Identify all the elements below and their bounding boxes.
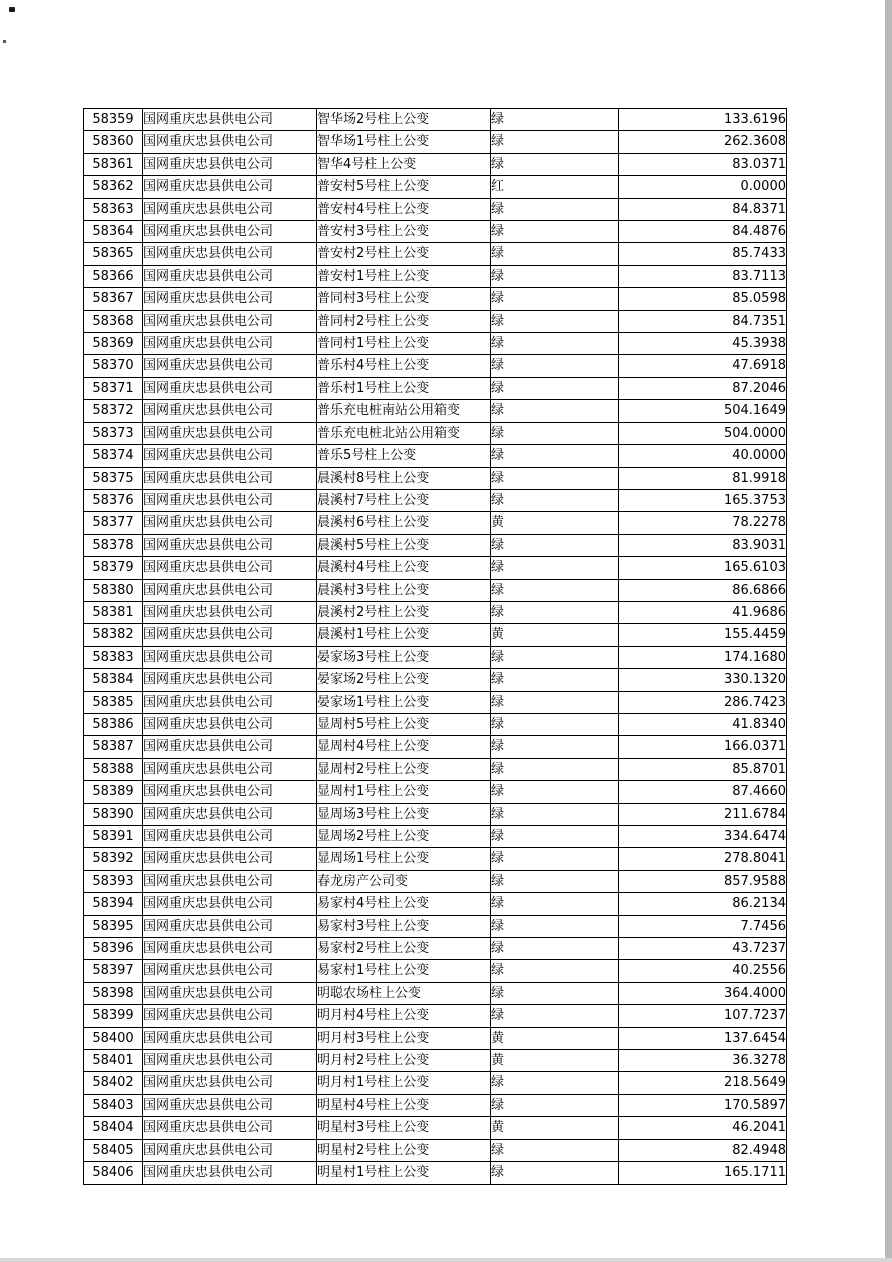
cell-status: 黄 [491, 624, 619, 646]
cell-id: 58401 [84, 1050, 143, 1072]
cell-id: 58365 [84, 243, 143, 265]
table-row [84, 624, 787, 646]
cell-name: 普乐村4号柱上公变 [317, 355, 491, 377]
table-row [84, 960, 787, 982]
scan-artifact-mark [3, 40, 6, 43]
cell-value: 78.2278 [619, 512, 787, 534]
cell-status: 绿 [491, 198, 619, 220]
transformer-load-table [83, 108, 787, 1185]
cell-name: 显周村5号柱上公变 [317, 713, 491, 735]
table-row [84, 646, 787, 668]
cell-value: 174.1680 [619, 646, 787, 668]
cell-id: 58382 [84, 624, 143, 646]
cell-id: 58403 [84, 1094, 143, 1116]
cell-name: 明星村2号柱上公变 [317, 1139, 491, 1161]
cell-value: 36.3278 [619, 1050, 787, 1072]
cell-status: 黄 [491, 1027, 619, 1049]
cell-company: 国网重庆忠县供电公司 [143, 310, 317, 332]
cell-id: 58385 [84, 691, 143, 713]
cell-name: 易家村2号柱上公变 [317, 938, 491, 960]
table-row [84, 534, 787, 556]
cell-id: 58402 [84, 1072, 143, 1094]
cell-name: 易家村4号柱上公变 [317, 893, 491, 915]
cell-company: 国网重庆忠县供电公司 [143, 176, 317, 198]
cell-value: 85.0598 [619, 288, 787, 310]
cell-value: 40.0000 [619, 445, 787, 467]
cell-name: 晨溪村3号柱上公变 [317, 579, 491, 601]
cell-id: 58383 [84, 646, 143, 668]
cell-id: 58397 [84, 960, 143, 982]
cell-value: 47.6918 [619, 355, 787, 377]
cell-name: 普同村2号柱上公变 [317, 310, 491, 332]
cell-value: 165.3753 [619, 489, 787, 511]
cell-value: 286.7423 [619, 691, 787, 713]
cell-status: 绿 [491, 153, 619, 175]
cell-company: 国网重庆忠县供电公司 [143, 1050, 317, 1072]
cell-status: 绿 [491, 445, 619, 467]
cell-name: 普同村3号柱上公变 [317, 288, 491, 310]
cell-status: 绿 [491, 310, 619, 332]
cell-value: 155.4459 [619, 624, 787, 646]
cell-id: 58392 [84, 848, 143, 870]
table-row [84, 938, 787, 960]
cell-value: 504.0000 [619, 422, 787, 444]
cell-status: 绿 [491, 1005, 619, 1027]
cell-name: 显周场1号柱上公变 [317, 848, 491, 870]
table-row [84, 243, 787, 265]
cell-company: 国网重庆忠县供电公司 [143, 198, 317, 220]
cell-name: 普乐5号柱上公变 [317, 445, 491, 467]
table-row [84, 1027, 787, 1049]
cell-name: 普安村3号柱上公变 [317, 221, 491, 243]
cell-name: 晨溪村6号柱上公变 [317, 512, 491, 534]
cell-company: 国网重庆忠县供电公司 [143, 893, 317, 915]
cell-value: 86.2134 [619, 893, 787, 915]
table-row [84, 176, 787, 198]
table-body [84, 109, 787, 1185]
cell-status: 绿 [491, 1072, 619, 1094]
cell-id: 58384 [84, 669, 143, 691]
cell-name: 明月村3号柱上公变 [317, 1027, 491, 1049]
table-row [84, 512, 787, 534]
cell-value: 84.7351 [619, 310, 787, 332]
cell-value: 87.4660 [619, 781, 787, 803]
cell-status: 黄 [491, 512, 619, 534]
cell-status: 绿 [491, 938, 619, 960]
cell-company: 国网重庆忠县供电公司 [143, 1094, 317, 1116]
cell-name: 明星村4号柱上公变 [317, 1094, 491, 1116]
cell-company: 国网重庆忠县供电公司 [143, 713, 317, 735]
cell-value: 0.0000 [619, 176, 787, 198]
cell-company: 国网重庆忠县供电公司 [143, 781, 317, 803]
cell-status: 绿 [491, 333, 619, 355]
cell-status: 绿 [491, 557, 619, 579]
cell-name: 显周村4号柱上公变 [317, 736, 491, 758]
cell-id: 58396 [84, 938, 143, 960]
cell-id: 58406 [84, 1162, 143, 1184]
table-row [84, 310, 787, 332]
cell-company: 国网重庆忠县供电公司 [143, 669, 317, 691]
cell-company: 国网重庆忠县供电公司 [143, 1005, 317, 1027]
cell-company: 国网重庆忠县供电公司 [143, 512, 317, 534]
table-row [84, 1117, 787, 1139]
table-row [84, 1005, 787, 1027]
cell-company: 国网重庆忠县供电公司 [143, 960, 317, 982]
cell-id: 58387 [84, 736, 143, 758]
cell-status: 绿 [491, 265, 619, 287]
scan-artifact-mark [9, 7, 15, 12]
cell-status: 绿 [491, 803, 619, 825]
cell-id: 58394 [84, 893, 143, 915]
cell-status: 绿 [491, 758, 619, 780]
table-row [84, 601, 787, 623]
cell-status: 绿 [491, 601, 619, 623]
cell-company: 国网重庆忠县供电公司 [143, 601, 317, 623]
table-row [84, 400, 787, 422]
cell-id: 58391 [84, 826, 143, 848]
cell-id: 58398 [84, 982, 143, 1004]
cell-value: 857.9588 [619, 870, 787, 892]
cell-id: 58361 [84, 153, 143, 175]
cell-company: 国网重庆忠县供电公司 [143, 870, 317, 892]
cell-name: 普安村2号柱上公变 [317, 243, 491, 265]
cell-value: 504.1649 [619, 400, 787, 422]
cell-company: 国网重庆忠县供电公司 [143, 579, 317, 601]
cell-company: 国网重庆忠县供电公司 [143, 736, 317, 758]
cell-value: 86.6866 [619, 579, 787, 601]
table-row [84, 467, 787, 489]
table-row [84, 1072, 787, 1094]
cell-value: 40.2556 [619, 960, 787, 982]
cell-status: 绿 [491, 982, 619, 1004]
cell-name: 明月村1号柱上公变 [317, 1072, 491, 1094]
table-row [84, 1139, 787, 1161]
cell-name: 显周场3号柱上公变 [317, 803, 491, 825]
cell-value: 82.4948 [619, 1139, 787, 1161]
table-row [84, 691, 787, 713]
cell-status: 绿 [491, 736, 619, 758]
cell-name: 普同村1号柱上公变 [317, 333, 491, 355]
table-row [84, 1050, 787, 1072]
page-edge-shadow [0, 1258, 892, 1262]
cell-id: 58370 [84, 355, 143, 377]
cell-id: 58386 [84, 713, 143, 735]
cell-value: 84.4876 [619, 221, 787, 243]
cell-value: 41.9686 [619, 601, 787, 623]
cell-id: 58399 [84, 1005, 143, 1027]
cell-value: 107.7237 [619, 1005, 787, 1027]
cell-company: 国网重庆忠县供电公司 [143, 377, 317, 399]
cell-status: 绿 [491, 131, 619, 153]
cell-id: 58400 [84, 1027, 143, 1049]
cell-company: 国网重庆忠县供电公司 [143, 646, 317, 668]
table-row [84, 848, 787, 870]
table-row [84, 422, 787, 444]
cell-company: 国网重庆忠县供电公司 [143, 467, 317, 489]
table-row [84, 669, 787, 691]
cell-value: 165.6103 [619, 557, 787, 579]
cell-name: 显周村2号柱上公变 [317, 758, 491, 780]
cell-status: 黄 [491, 1117, 619, 1139]
cell-name: 春龙房产公司变 [317, 870, 491, 892]
table-row [84, 713, 787, 735]
table-row [84, 265, 787, 287]
cell-id: 58368 [84, 310, 143, 332]
table-row [84, 131, 787, 153]
table-row [84, 781, 787, 803]
cell-status: 绿 [491, 781, 619, 803]
cell-value: 211.6784 [619, 803, 787, 825]
cell-company: 国网重庆忠县供电公司 [143, 691, 317, 713]
cell-company: 国网重庆忠县供电公司 [143, 131, 317, 153]
cell-company: 国网重庆忠县供电公司 [143, 1072, 317, 1094]
cell-company: 国网重庆忠县供电公司 [143, 1027, 317, 1049]
cell-status: 绿 [491, 422, 619, 444]
cell-name: 易家村1号柱上公变 [317, 960, 491, 982]
cell-id: 58372 [84, 400, 143, 422]
cell-company: 国网重庆忠县供电公司 [143, 109, 317, 131]
cell-company: 国网重庆忠县供电公司 [143, 243, 317, 265]
cell-status: 绿 [491, 893, 619, 915]
cell-id: 58405 [84, 1139, 143, 1161]
cell-status: 绿 [491, 377, 619, 399]
cell-value: 83.7113 [619, 265, 787, 287]
cell-status: 绿 [491, 534, 619, 556]
cell-value: 334.6474 [619, 826, 787, 848]
cell-name: 显周村1号柱上公变 [317, 781, 491, 803]
table-row [84, 153, 787, 175]
cell-status: 绿 [491, 489, 619, 511]
page-edge-shadow [885, 0, 892, 1262]
cell-value: 7.7456 [619, 915, 787, 937]
cell-id: 58388 [84, 758, 143, 780]
table-row [84, 333, 787, 355]
cell-company: 国网重庆忠县供电公司 [143, 534, 317, 556]
cell-company: 国网重庆忠县供电公司 [143, 557, 317, 579]
cell-id: 58377 [84, 512, 143, 534]
cell-company: 国网重庆忠县供电公司 [143, 422, 317, 444]
cell-status: 绿 [491, 1139, 619, 1161]
cell-id: 58376 [84, 489, 143, 511]
cell-value: 85.8701 [619, 758, 787, 780]
table-row [84, 355, 787, 377]
cell-company: 国网重庆忠县供电公司 [143, 400, 317, 422]
cell-value: 330.1320 [619, 669, 787, 691]
cell-status: 绿 [491, 826, 619, 848]
cell-name: 普安村4号柱上公变 [317, 198, 491, 220]
table-row [84, 893, 787, 915]
cell-id: 58374 [84, 445, 143, 467]
table-row [84, 826, 787, 848]
cell-status: 黄 [491, 1050, 619, 1072]
cell-company: 国网重庆忠县供电公司 [143, 624, 317, 646]
cell-value: 133.6196 [619, 109, 787, 131]
table-row [84, 557, 787, 579]
cell-company: 国网重庆忠县供电公司 [143, 288, 317, 310]
cell-name: 晏家场1号柱上公变 [317, 691, 491, 713]
cell-id: 58393 [84, 870, 143, 892]
cell-id: 58381 [84, 601, 143, 623]
cell-name: 明月村4号柱上公变 [317, 1005, 491, 1027]
cell-name: 明月村2号柱上公变 [317, 1050, 491, 1072]
cell-name: 普乐村1号柱上公变 [317, 377, 491, 399]
cell-company: 国网重庆忠县供电公司 [143, 915, 317, 937]
cell-name: 智华场1号柱上公变 [317, 131, 491, 153]
cell-id: 58367 [84, 288, 143, 310]
table-row [84, 758, 787, 780]
cell-company: 国网重庆忠县供电公司 [143, 1139, 317, 1161]
cell-name: 显周场2号柱上公变 [317, 826, 491, 848]
cell-status: 绿 [491, 579, 619, 601]
cell-value: 262.3608 [619, 131, 787, 153]
cell-value: 41.8340 [619, 713, 787, 735]
table-row [84, 870, 787, 892]
cell-id: 58379 [84, 557, 143, 579]
table-row [84, 489, 787, 511]
cell-status: 绿 [491, 400, 619, 422]
cell-status: 绿 [491, 467, 619, 489]
table-row [84, 982, 787, 1004]
cell-id: 58366 [84, 265, 143, 287]
cell-id: 58364 [84, 221, 143, 243]
table-row [84, 1162, 787, 1184]
cell-name: 明星村3号柱上公变 [317, 1117, 491, 1139]
cell-value: 46.2041 [619, 1117, 787, 1139]
cell-name: 晨溪村5号柱上公变 [317, 534, 491, 556]
cell-status: 绿 [491, 355, 619, 377]
cell-name: 智华4号柱上公变 [317, 153, 491, 175]
cell-company: 国网重庆忠县供电公司 [143, 445, 317, 467]
cell-value: 278.8041 [619, 848, 787, 870]
cell-company: 国网重庆忠县供电公司 [143, 826, 317, 848]
cell-status: 绿 [491, 221, 619, 243]
cell-name: 易家村3号柱上公变 [317, 915, 491, 937]
cell-status: 绿 [491, 691, 619, 713]
cell-id: 58389 [84, 781, 143, 803]
table-row [84, 579, 787, 601]
cell-value: 83.0371 [619, 153, 787, 175]
cell-id: 58404 [84, 1117, 143, 1139]
cell-company: 国网重庆忠县供电公司 [143, 758, 317, 780]
cell-value: 166.0371 [619, 736, 787, 758]
cell-value: 85.7433 [619, 243, 787, 265]
table-row [84, 288, 787, 310]
cell-status: 绿 [491, 915, 619, 937]
cell-name: 晨溪村2号柱上公变 [317, 601, 491, 623]
cell-id: 58395 [84, 915, 143, 937]
cell-id: 58362 [84, 176, 143, 198]
cell-status: 红 [491, 176, 619, 198]
cell-value: 83.9031 [619, 534, 787, 556]
cell-id: 58378 [84, 534, 143, 556]
cell-id: 58373 [84, 422, 143, 444]
cell-company: 国网重庆忠县供电公司 [143, 938, 317, 960]
cell-company: 国网重庆忠县供电公司 [143, 803, 317, 825]
table-row [84, 803, 787, 825]
cell-status: 绿 [491, 243, 619, 265]
cell-status: 绿 [491, 109, 619, 131]
cell-value: 364.4000 [619, 982, 787, 1004]
cell-name: 晏家场3号柱上公变 [317, 646, 491, 668]
cell-id: 58359 [84, 109, 143, 131]
cell-status: 绿 [491, 1094, 619, 1116]
cell-value: 45.3938 [619, 333, 787, 355]
cell-company: 国网重庆忠县供电公司 [143, 153, 317, 175]
cell-value: 81.9918 [619, 467, 787, 489]
cell-value: 165.1711 [619, 1162, 787, 1184]
table-row [84, 109, 787, 131]
cell-name: 普乐充电桩南站公用箱变 [317, 400, 491, 422]
cell-company: 国网重庆忠县供电公司 [143, 982, 317, 1004]
cell-name: 晏家场2号柱上公变 [317, 669, 491, 691]
cell-name: 明聪农场柱上公变 [317, 982, 491, 1004]
cell-status: 绿 [491, 960, 619, 982]
cell-name: 明星村1号柱上公变 [317, 1162, 491, 1184]
cell-value: 87.2046 [619, 377, 787, 399]
cell-id: 58369 [84, 333, 143, 355]
cell-id: 58360 [84, 131, 143, 153]
cell-id: 58363 [84, 198, 143, 220]
table-row [84, 377, 787, 399]
cell-name: 普安村5号柱上公变 [317, 176, 491, 198]
cell-company: 国网重庆忠县供电公司 [143, 489, 317, 511]
cell-id: 58371 [84, 377, 143, 399]
cell-value: 218.5649 [619, 1072, 787, 1094]
cell-company: 国网重庆忠县供电公司 [143, 848, 317, 870]
cell-company: 国网重庆忠县供电公司 [143, 1162, 317, 1184]
cell-company: 国网重庆忠县供电公司 [143, 333, 317, 355]
cell-company: 国网重庆忠县供电公司 [143, 355, 317, 377]
table-row [84, 198, 787, 220]
cell-value: 170.5897 [619, 1094, 787, 1116]
cell-name: 晨溪村8号柱上公变 [317, 467, 491, 489]
cell-id: 58380 [84, 579, 143, 601]
cell-value: 43.7237 [619, 938, 787, 960]
table-row [84, 736, 787, 758]
cell-status: 绿 [491, 288, 619, 310]
table-row [84, 445, 787, 467]
cell-status: 绿 [491, 848, 619, 870]
cell-status: 绿 [491, 646, 619, 668]
cell-company: 国网重庆忠县供电公司 [143, 1117, 317, 1139]
cell-name: 晨溪村7号柱上公变 [317, 489, 491, 511]
cell-name: 智华场2号柱上公变 [317, 109, 491, 131]
table-row [84, 1094, 787, 1116]
cell-status: 绿 [491, 669, 619, 691]
cell-company: 国网重庆忠县供电公司 [143, 221, 317, 243]
cell-value: 137.6454 [619, 1027, 787, 1049]
table-row [84, 221, 787, 243]
cell-name: 普乐充电桩北站公用箱变 [317, 422, 491, 444]
cell-company: 国网重庆忠县供电公司 [143, 265, 317, 287]
cell-name: 普安村1号柱上公变 [317, 265, 491, 287]
cell-value: 84.8371 [619, 198, 787, 220]
cell-name: 晨溪村4号柱上公变 [317, 557, 491, 579]
cell-status: 绿 [491, 870, 619, 892]
cell-status: 绿 [491, 713, 619, 735]
cell-status: 绿 [491, 1162, 619, 1184]
cell-id: 58375 [84, 467, 143, 489]
table-row [84, 915, 787, 937]
cell-id: 58390 [84, 803, 143, 825]
cell-name: 晨溪村1号柱上公变 [317, 624, 491, 646]
